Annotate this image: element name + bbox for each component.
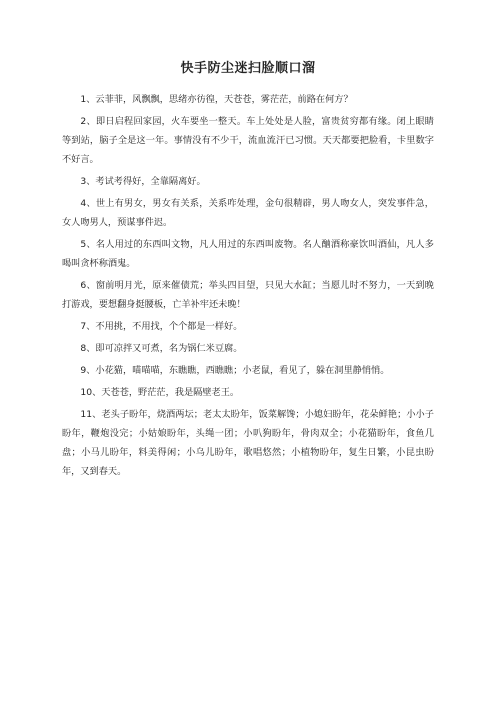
document-title: 快手防尘迷扫脸顺口溜 xyxy=(180,61,316,76)
paragraph-1: 1、云菲菲，风飘飘，思绪亦彷徨，天苍苍，雾茫茫，前路在何方？ xyxy=(80,94,353,105)
paragraph-4: 4、世上有男女，男女有关系，关系咋处理，金句很精辟，男人吻女人，突发事件急，女人吻男人，预谋事件迟。 xyxy=(62,198,434,228)
paragraph-8: 8、即可凉拌又可煮，名为锅仁米豆腐。 xyxy=(80,343,243,354)
document-page xyxy=(62,60,434,484)
paragraph-2: 2、即日启程回家园，火车要坐一整天。车上处处是人脸，富贵贫穷都有缘。闭上眼睛等到站，脑子全是这一年。事情没有不少干，流血流汗已习惯。天天都要把脸看，卡里数字不好言。 xyxy=(62,116,434,165)
paragraph-5: 5、名人用过的东西叫文物，凡人用过的东西叫废物。名人酗酒称豪饮叫酒仙，凡人多喝叫贪杯称酒鬼。 xyxy=(62,239,434,269)
paragraph-7: 7、不用挑，不用找，个个都是一样好。 xyxy=(80,321,243,332)
paragraph-10: 10、天苍苍，野茫茫，我是隔壁老王。 xyxy=(80,387,240,398)
paragraph-3: 3、考试考得好，全靠隔离好。 xyxy=(80,176,206,187)
paragraph-9: 9、小花猫，喵喵喵，东瞧瞧，西瞧瞧；小老鼠，看见了，躲在洞里静悄悄。 xyxy=(80,365,390,376)
paragraph-6: 6、窗前明月光，原来催债荒；举头四目望，只见大水缸；当愿儿时不努力，一天到晚打游戏，要想翻身挺腰板，亡羊补牢还未晚！ xyxy=(62,280,434,310)
paragraph-11: 11、老头子盼年，烧酒两坛；老太太盼年，饭菜解馋；小媳妇盼年，花朵鲜艳；小小子盼年，鞭炮没完；小姑娘盼年，头绳一团；小叭狗盼年，骨肉双全；小花猫盼年，食鱼几盘；小马儿盼年，料美得闲；小乌儿盼年，歌唱悠然；小植物盼年，复生日繁，小昆虫盼年，又到春天。 xyxy=(62,409,434,477)
